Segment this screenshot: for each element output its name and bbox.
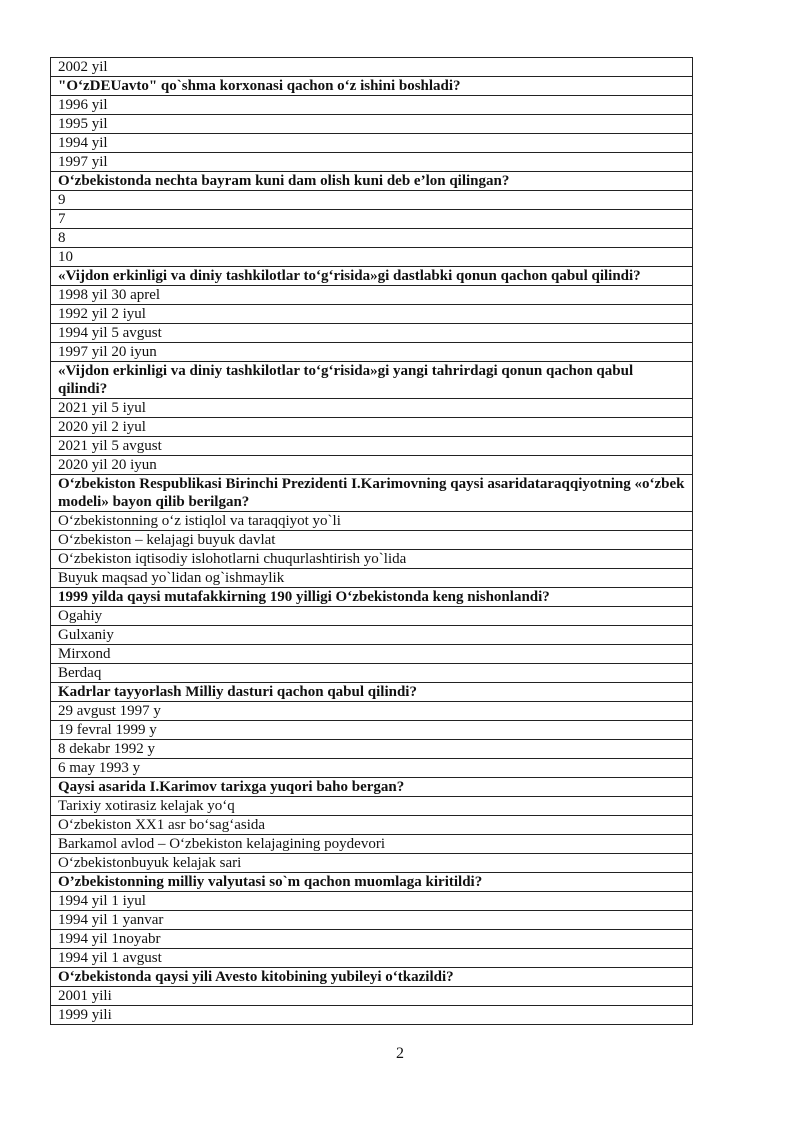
answer-row: O‘zbekiston iqtisodiy islohotlarni chuqurlashtirish yo`lida <box>50 550 693 569</box>
answer-row: 1992 yil 2 iyul <box>50 305 693 324</box>
answer-row: Gulxaniy <box>50 626 693 645</box>
answer-row: 1995 yil <box>50 115 693 134</box>
question-row: O‘zbekistonda qaysi yili Avesto kitobining yubileyi o‘tkazildi? <box>50 968 693 987</box>
answer-row: 2020 yil 20 iyun <box>50 456 693 475</box>
answer-row: 1994 yil <box>50 134 693 153</box>
answer-row: 1997 yil 20 iyun <box>50 343 693 362</box>
question-row: O‘zbekistonda nechta bayram kuni dam olish kuni deb e’lon qilingan? <box>50 172 693 191</box>
answer-row: 1998 yil 30 aprel <box>50 286 693 305</box>
answer-row: 8 dekabr 1992 y <box>50 740 693 759</box>
answer-row: 1994 yil 1 avgust <box>50 949 693 968</box>
answer-row: 8 <box>50 229 693 248</box>
answer-row: 6 may 1993 y <box>50 759 693 778</box>
answer-row: 1994 yil 5 avgust <box>50 324 693 343</box>
answer-row: 9 <box>50 191 693 210</box>
answer-row: O‘zbekistonning o‘z istiqlol va taraqqiyot yo`li <box>50 512 693 531</box>
question-row: Kadrlar tayyorlash Milliy dasturi qachon qabul qilindi? <box>50 683 693 702</box>
answer-row: O‘zbekiston – kelajagi buyuk davlat <box>50 531 693 550</box>
question-row: Qaysi asarida I.Karimov tarixga yuqori baho bergan? <box>50 778 693 797</box>
answer-row: 2021 yil 5 iyul <box>50 399 693 418</box>
question-row: «Vijdon erkinligi va diniy tashkilotlar to‘g‘risida»gi dastlabki qonun qachon qabul qilindi? <box>50 267 693 286</box>
answer-row: 2001 yili <box>50 987 693 1006</box>
answer-row: Barkamol avlod – O‘zbekiston kelajagining poydevori <box>50 835 693 854</box>
answer-row: Mirxond <box>50 645 693 664</box>
answer-row: Ogahiy <box>50 607 693 626</box>
answer-row: 2021 yil 5 avgust <box>50 437 693 456</box>
answer-row: Tarixiy xotirasiz kelajak yo‘q <box>50 797 693 816</box>
answer-row: 29 avgust 1997 y <box>50 702 693 721</box>
answer-row: 2020 yil 2 iyul <box>50 418 693 437</box>
answer-row: 2002 yil <box>50 58 693 77</box>
quiz-table <box>50 57 693 1025</box>
answer-row: 1994 yil 1 iyul <box>50 892 693 911</box>
question-row: O‘zbekiston Respublikasi Birinchi Prezidenti I.Karimovning qaysi asaridataraqqiyotning «o‘zbek modeli» bayon qilib berilgan? <box>50 475 693 512</box>
page-number: 2 <box>396 1045 404 1062</box>
answer-row: O‘zbekistonbuyuk kelajak sari <box>50 854 693 873</box>
question-row: O’zbekistonning milliy valyutasi so`m qachon muomlaga kiritildi? <box>50 873 693 892</box>
answer-row: 10 <box>50 248 693 267</box>
answer-row: 1994 yil 1noyabr <box>50 930 693 949</box>
answer-row: Berdaq <box>50 664 693 683</box>
question-row: «Vijdon erkinligi va diniy tashkilotlar to‘g‘risida»gi yangi tahrirdagi qonun qachon qabul qilindi? <box>50 362 693 399</box>
question-row: "O‘zDEUavto" qo`shma korxonasi qachon o‘z ishini boshladi? <box>50 77 693 96</box>
question-row: 1999 yilda qaysi mutafakkirning 190 yilligi O‘zbekistonda keng nishonlandi? <box>50 588 693 607</box>
answer-row: O‘zbekiston XX1 asr bo‘sag‘asida <box>50 816 693 835</box>
answer-row: 7 <box>50 210 693 229</box>
answer-row: 1994 yil 1 yanvar <box>50 911 693 930</box>
answer-row: 1997 yil <box>50 153 693 172</box>
answer-row: 1996 yil <box>50 96 693 115</box>
answer-row: 19 fevral 1999 y <box>50 721 693 740</box>
answer-row: 1999 yili <box>50 1006 693 1025</box>
answer-row: Buyuk maqsad yo`lidan og`ishmaylik <box>50 569 693 588</box>
